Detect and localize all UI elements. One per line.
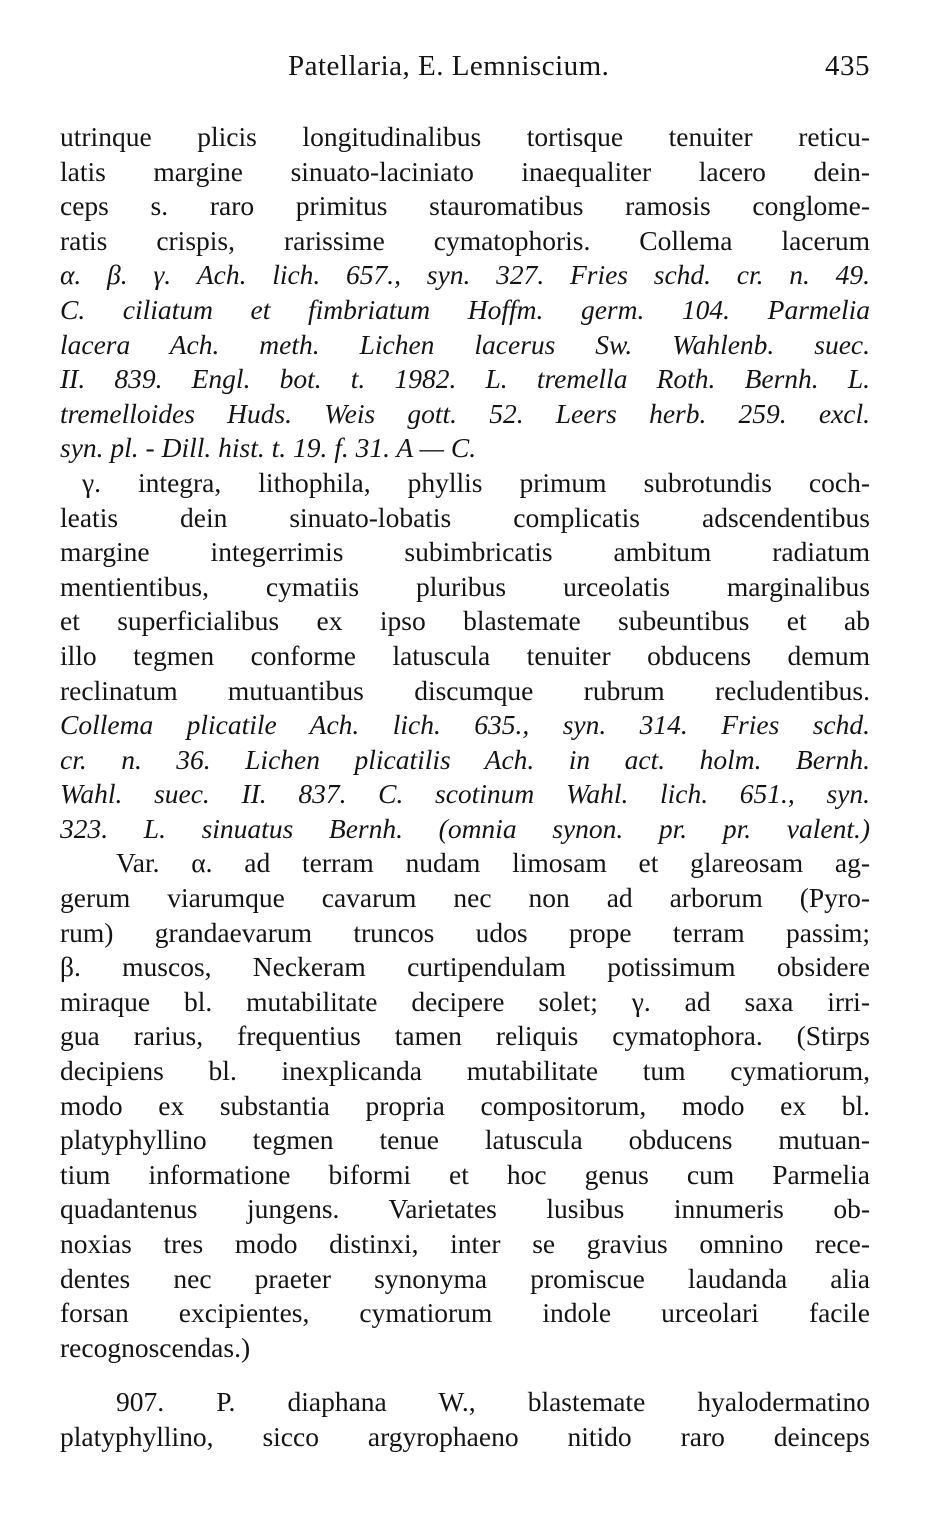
text-line: γ. integra, lithophila, phyllis primum subrotundis coch-: [82, 466, 870, 498]
entry-gap: [60, 1365, 870, 1385]
text-line: ratis crispis, rarissime cymatophoris. Collema lacerum: [60, 224, 870, 256]
text-line: ceps s. raro primitus stauromatibus ramosis conglome-: [60, 190, 870, 222]
text-line: reclinatum mutuantibus discumque rubrum recludentibus.: [60, 674, 870, 706]
text-line: et superficialibus ex ipso blastemate subeuntibus et ab: [60, 605, 870, 637]
text-line: gua rarius, frequentius tamen reliquis cymatophora. (Stirps: [60, 1020, 870, 1052]
text-line: platyphyllino tegmen tenue latuscula obducens mutuan-: [60, 1124, 870, 1156]
text-line: leatis dein sinuato-lobatis complicatis adscendentibus: [60, 501, 870, 533]
text-line: modo ex substantia propria compositorum, modo ex bl.: [60, 1089, 870, 1121]
page-header: [60, 50, 870, 96]
text-line: lacera Ach. meth. Lichen lacerus Sw. Wahlenb. suec.: [60, 328, 870, 360]
text-line: C. ciliatum et fimbriatum Hoffm. germ. 104. Parmelia: [60, 293, 870, 325]
text-line: gerum viarumque cavarum nec non ad arborum (Pyro-: [60, 882, 870, 914]
text-line: margine integerrimis subimbricatis ambitum radiatum: [60, 536, 870, 568]
entry-heading-line: 907. P. diaphana W., blastemate hyalodermatino: [116, 1386, 870, 1418]
text-line: tium informatione biformi et hoc genus cum Parmelia: [60, 1158, 870, 1190]
text-line: dentes nec praeter synonyma promiscue laudanda alia: [60, 1262, 870, 1294]
text-line: syn. pl. - Dill. hist. t. 19. f. 31. A — C.: [60, 432, 477, 464]
text-line: miraque bl. mutabilitate decipere solet; γ. ad saxa irri-: [60, 985, 870, 1017]
text-line: cr. n. 36. Lichen plicatilis Ach. in act. holm. Bernh.: [60, 743, 870, 775]
text-line: platyphyllino, sicco argyrophaeno nitido raro deinceps: [60, 1420, 870, 1452]
text-line: utrinque plicis longitudinalibus tortisque tenuiter reticu-: [60, 121, 870, 152]
page-number: 435: [825, 50, 870, 82]
text-line: mentientibus, cymatiis pluribus urceolatis marginalibus: [60, 570, 870, 602]
text-line: II. 839. Engl. bot. t. 1982. L. tremella Roth. Bernh. L.: [60, 363, 870, 395]
text-line: quadantenus jungens. Varietates lusibus innumeris ob-: [60, 1193, 870, 1225]
book-page: [60, 50, 870, 1455]
text-line: α. β. γ. Ach. lich. 657., syn. 327. Fries schd. cr. n. 49.: [60, 259, 870, 291]
text-line: tremelloides Huds. Weis gott. 52. Leers herb. 259. excl.: [60, 397, 870, 429]
text-line: recognoscendas.): [60, 1331, 251, 1363]
body-text: [60, 120, 870, 1455]
text-line: 323. L. sinuatus Bernh. (omnia synon. pr. pr. valent.): [60, 812, 870, 844]
text-line: rum) grandaevarum truncos udos prope terram passim;: [60, 916, 870, 948]
text-line: decipiens bl. inexplicanda mutabilitate tum cymatiorum,: [60, 1055, 870, 1087]
text-line: noxias tres modo distinxi, inter se gravius omnino rece-: [60, 1228, 870, 1259]
text-line: Collema plicatile Ach. lich. 635., syn. 314. Fries schd.: [60, 709, 870, 741]
text-line: illo tegmen conforme latuscula tenuiter obducens demum: [60, 639, 870, 671]
text-line: latis margine sinuato-laciniato inaequaliter lacero dein-: [60, 155, 870, 187]
text-line: Var. α. ad terram nudam limosam et glareosam ag-: [116, 847, 870, 879]
text-line: forsan excipientes, cymatiorum indole urceolari facile: [60, 1297, 870, 1329]
text-line: Wahl. suec. II. 837. C. scotinum Wahl. lich. 651., syn.: [60, 778, 870, 810]
running-head: Patellaria, E. Lemniscium.: [288, 50, 610, 82]
text-line: β. muscos, Neckeram curtipendulam potissimum obsidere: [60, 951, 870, 983]
